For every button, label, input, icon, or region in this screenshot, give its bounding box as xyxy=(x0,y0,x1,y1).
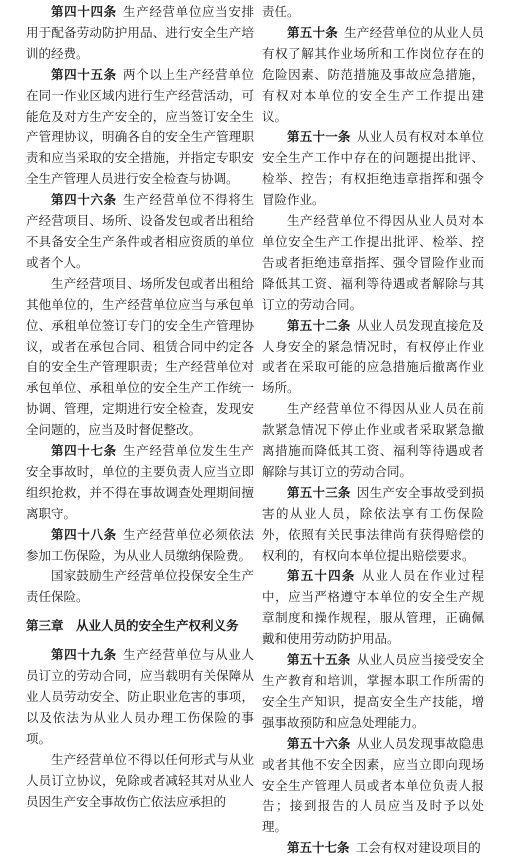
article-text: 生产经营单位必须依法参加工伤保险，为从业人员缴纳保险费。 xyxy=(26,526,254,563)
article-paragraph xyxy=(26,441,254,525)
article-text: 生产经营单位不得以任何形式与从业人员订立协议，免除或者减轻其对从业人员因生产安全事故伤亡依法应承担的 xyxy=(26,751,254,809)
article-text: 从业人员发现事故隐患或者其他不安全因素，应当立即向现场安全生产管理人员或者本单位负责人报告；接到报告的人员应当及时予以处理。 xyxy=(262,735,484,835)
article-number: 第四十六条 xyxy=(51,192,117,208)
article-paragraph xyxy=(26,566,254,608)
article-text: 生产经营单位发生生产安全事故时，单位的主要负责人应当立即组织抢救，并不得在事故调查处理期间擅离职守。 xyxy=(26,443,254,521)
article-number: 第四十九条 xyxy=(51,647,117,663)
article-text: 从业人员应当接受安全生产教育和培训，掌握本职工作所需的安全生产知识，提高安全生产技能，增强事故预防和应急处理能力。 xyxy=(262,652,484,730)
article-paragraph xyxy=(26,2,254,65)
article-number: 第五十五条 xyxy=(287,652,351,668)
article-paragraph xyxy=(262,483,484,567)
article-text: 生产经营单位不得因从业人员对本单位安全生产工作提出批评、检举、控告或者拒绝违章指挥、强令冒险作业而降低其工资、福利等待遇或者解除与其订立的劳动合同。 xyxy=(262,213,484,312)
article-text: 生产经营单位的从业人员有权了解其作业场所和工作岗位存在的危险因素、防范措施及事故应急措施，有权对本单位的安全生产工作提出建议。 xyxy=(262,24,484,124)
article-text: 生产经营单位不得因从业人员在前款紧急情况下停止作业或者采取紧急撤离措施而降低其工资、福利等待遇或者解除与其订立的劳动合同。 xyxy=(262,401,484,479)
article-paragraph xyxy=(262,734,484,839)
article-number: 第五十六条 xyxy=(287,735,351,751)
article-number: 第四十四条 xyxy=(51,4,117,19)
left-column xyxy=(26,2,254,812)
right-column xyxy=(262,2,484,859)
article-number: 第五十一条 xyxy=(287,129,351,145)
article-paragraph xyxy=(26,525,254,567)
article-number: 第五十七条 xyxy=(287,840,350,856)
article-number: 第四十七条 xyxy=(51,443,117,459)
article-number: 第五十四条 xyxy=(287,568,356,584)
article-paragraph xyxy=(262,211,484,316)
article-text: 从业人员有权对本单位安全生产工作中存在的问题提出批评、检举、控告；有权拒绝违章指挥和强令冒险作业。 xyxy=(262,129,484,208)
article-text: 生产经营单位应当安排用于配备劳动防护用品、进行安全生产培训的经费。 xyxy=(26,4,254,61)
article-paragraph xyxy=(262,838,484,859)
article-text: 从业人员在作业过程中，应当严格遵守本单位的安全生产规章制度和操作规程，服从管理，正确佩戴和使用劳动防护用品。 xyxy=(262,568,484,647)
article-paragraph xyxy=(262,2,484,23)
article-paragraph xyxy=(26,750,254,813)
article-number: 第四十五条 xyxy=(51,66,117,82)
article-paragraph xyxy=(26,190,254,274)
article-text: 从业人员发现直接危及人身安全的紧急情况时，有权停止作业或者在采取可能的应急措施后撤离作业场所。 xyxy=(262,317,484,396)
article-number: 第五十三条 xyxy=(287,484,351,500)
article-paragraph xyxy=(26,65,254,190)
article-paragraph xyxy=(262,399,484,483)
article-text: 工会有权对建设项目的 xyxy=(355,840,481,856)
article-paragraph xyxy=(262,316,484,400)
article-text: 两个以上生产经营单位在同一作业区域内进行生产经营活动，可能危及对方生产安全的，应当签订安全生产管理协议，明确各自的安全生产管理职责和应当采取的安全措施，并指定专职安全生产管理人员进行安全检查与协调。 xyxy=(26,66,254,187)
article-text: 生产经营单位与从业人员订立的劳动合同，应当载明有关保障从业人员劳动安全、防止职业危害的事项，以及依法为从业人员办理工伤保险的事项。 xyxy=(26,647,254,746)
article-paragraph xyxy=(262,127,484,211)
article-text: 责任。 xyxy=(262,4,300,19)
article-text: 因生产安全事故受到损害的从业人员，除依法享有工伤保险外，依照有关民事法律尚有获得赔偿的权利的，有权向本单位提出赔偿要求。 xyxy=(262,484,484,563)
article-text: 生产经营单位不得将生产经营项目、场所、设备发包或者出租给不具备安全生产条件或者相应资质的单位或者个人。 xyxy=(26,192,254,270)
article-paragraph xyxy=(262,23,484,128)
article-paragraph xyxy=(262,650,484,734)
chapter-heading: 第三章 从业人员的安全生产权利义务 xyxy=(26,618,239,634)
article-paragraph xyxy=(262,566,484,650)
article-text: 国家鼓励生产经营单位投保安全生产责任保险。 xyxy=(26,568,254,605)
article-text: 生产经营项目、场所发包或者出租给其他单位的，生产经营单位应当与承包单位、承租单位签订专门的安全生产管理协议，或者在承包合同、租赁合同中约定各自的安全生产管理职责；生产经营单位对承包单位、承租单位的安全生产工作统一协调、管理，定期进行安全检查，发现安全问题的，应当及时督促整改。 xyxy=(26,275,254,438)
article-number: 第五十二条 xyxy=(287,317,351,333)
article-number: 第四十八条 xyxy=(51,526,117,542)
article-paragraph xyxy=(26,645,254,750)
article-number: 第五十条 xyxy=(287,24,338,40)
article-paragraph xyxy=(26,274,254,441)
